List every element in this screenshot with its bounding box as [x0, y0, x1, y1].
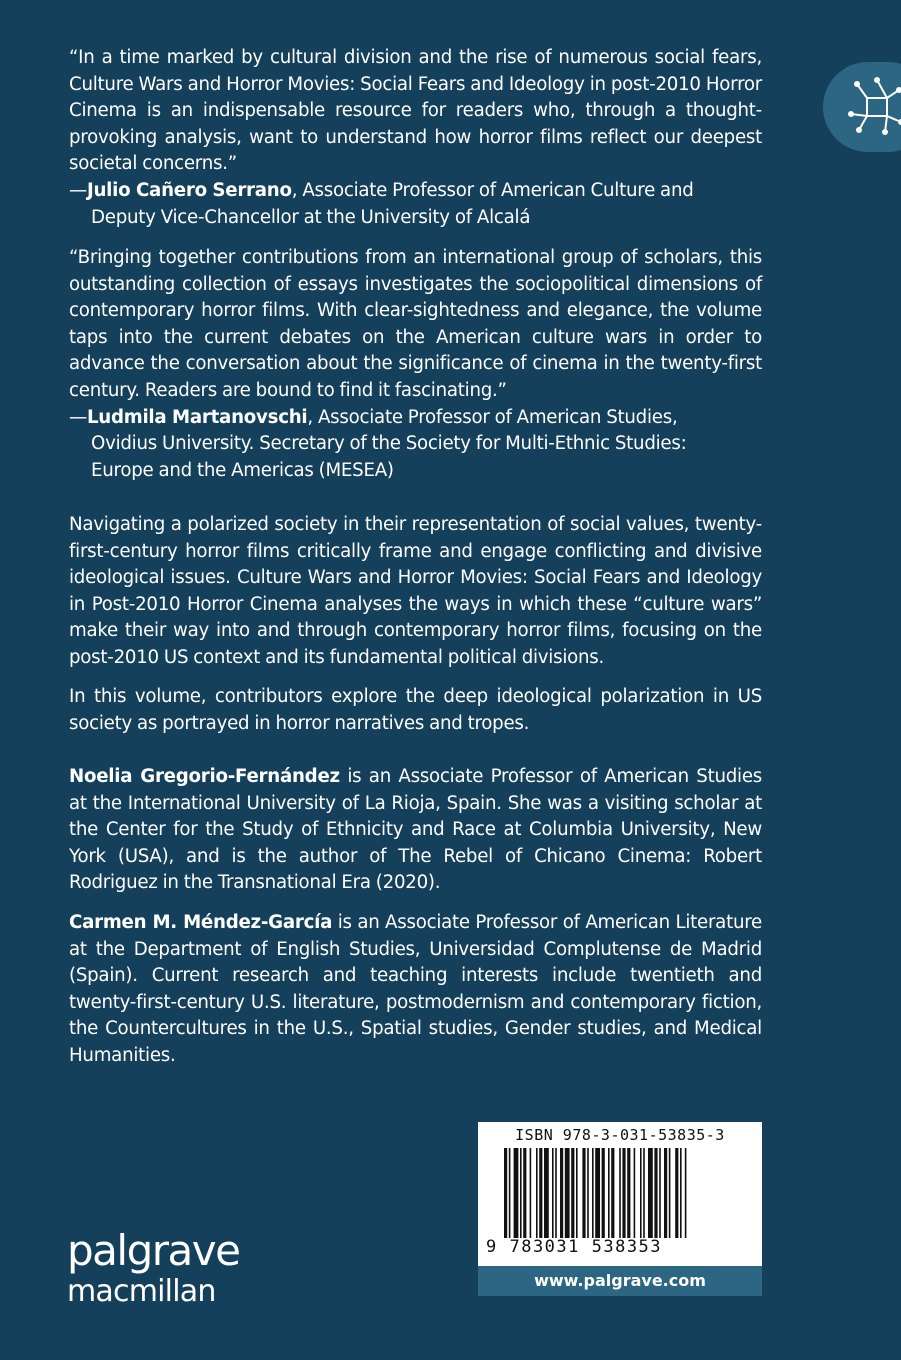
palgrave-emblem [823, 62, 901, 152]
barcode-bar [648, 1148, 653, 1238]
barcode-bar [640, 1148, 642, 1238]
barcode-bar [509, 1148, 511, 1238]
barcode-bar [602, 1148, 605, 1238]
publisher-logo [67, 1226, 240, 1309]
barcode-bar [619, 1148, 621, 1238]
barcode-bar [576, 1148, 578, 1238]
barcode-bar [536, 1148, 538, 1238]
isbn-barcode [478, 1122, 762, 1266]
barcode-bar [571, 1148, 574, 1238]
editor-name: Noelia Gregorio-Fernández [69, 766, 340, 787]
review-quote-1 [69, 45, 762, 231]
barcode-bar [582, 1148, 585, 1238]
publisher-line2: macmillan [67, 1274, 216, 1309]
barcode-bar [560, 1148, 563, 1238]
barcode-bar [669, 1148, 671, 1238]
barcode-bar [592, 1148, 594, 1238]
review-quote-2 [69, 245, 762, 484]
dash: — [69, 406, 87, 428]
quote-text: “Bringing together contributions from an international group of scholars, this outstanding collection of essays investigates the sociopolitical dimensions of contemporary horror films. With clear-sightedness and elegance, the volume taps into the current debates on the American culture wars in order to advance the conversation about the significance of cinema in the twenty-first century. Readers are bound to find it fascinating.” [69, 247, 762, 401]
description-text: In this volume, contributors explore the deep ideological polarization in US society as portrayed in horror narratives and tropes. [69, 686, 762, 734]
barcode-bar [611, 1148, 614, 1238]
quote-role: , Associate Professor of American Culture and [291, 179, 694, 201]
barcode-bar [555, 1148, 557, 1238]
quote-author: Julio Cañero Serrano [86, 179, 292, 201]
barcode-bar [685, 1148, 687, 1238]
barcode-bar [587, 1148, 589, 1238]
quote-role-cont: Ovidius University. Secretary of the Society for Multi-Ethnic Studies: [91, 433, 687, 455]
quote-text: “In a time marked by cultural division and the rise of numerous social fears, Culture Wars and Horror Movies: Social Fears and Ideology in post-2010 Horror Cinema is an indispensable resource for readers who, through a thought-provoking analysis, want to understand how horror films reflect our deepest societal concerns.” [69, 47, 762, 175]
barcode-bar [675, 1148, 678, 1238]
editor-bio-text: is an Associate Professor of American Literature at the Department of English Studies, Universidad Complutense de Madrid (Spain). Current research and teaching interests include twentieth and twenty-first-century U.S. literature, postmodernism and contemporary fiction, the Countercultures in the U.S., Spatial studies, Gender studies, and Medical Humanities. [69, 912, 762, 1066]
description-text: Navigating a polarized society in their representation of social values, twenty-first-century horror films critically frame and engage conflicting and divisive ideological issues. Culture Wars and Horror Movies: Social Fears and Ideology in Post-2010 Horror Cinema analyses the ways in which these “culture wars” make their way into and through contemporary horror films, focusing on the post-2010 US context and its fundamental political divisions. [69, 514, 762, 668]
description-paragraph-2 [69, 684, 762, 737]
barcode-bar [565, 1148, 570, 1238]
palgrave-network-icon [843, 72, 901, 142]
barcode-bar [680, 1148, 682, 1238]
publisher-line1: palgrave [67, 1226, 240, 1275]
barcode-bar [530, 1148, 532, 1238]
quote-attribution [69, 405, 762, 485]
editor-bio-1 [69, 764, 762, 897]
editor-name: Carmen M. Méndez-García [69, 912, 333, 933]
editor-bio-2 [69, 910, 762, 1070]
barcode-bar [504, 1148, 507, 1238]
quote-role-cont: Deputy Vice-Chancellor at the University of Alcalá [91, 206, 531, 228]
barcode-bar [643, 1148, 645, 1238]
website-url: www.palgrave.com [478, 1266, 762, 1296]
barcode-bar [514, 1148, 519, 1238]
isbn-label: ISBN 978-3-031-53835-3 [515, 1126, 725, 1144]
barcode-bar [654, 1148, 657, 1238]
editor-bio-text: is an Associate Professor of American Studies at the International University of La Rioja, Spain. She was a visiting scholar at the Center for the Study of Ethnicity and Race at Columbia University, New York (USA), and is the author of The Rebel of Chicano Cinema: Robert Rodriguez in the Transnational Era (2020). [69, 766, 763, 894]
barcode-digits: 9 783031 538353 [486, 1237, 663, 1257]
dash: — [69, 179, 87, 201]
quote-role: , Associate Professor of American Studies, [307, 406, 678, 428]
barcode-bar [664, 1148, 667, 1238]
quote-author: Ludmila Martanovschi [86, 406, 308, 428]
barcode-bars [504, 1148, 738, 1238]
barcode-bar [608, 1148, 610, 1238]
barcode-bar [544, 1148, 549, 1238]
barcode-bar [552, 1148, 554, 1238]
quote-attribution [69, 178, 762, 231]
barcode-bar [659, 1148, 661, 1238]
barcode-bar [595, 1148, 600, 1238]
quote-role-cont: Europe and the Americas (MESEA) [91, 459, 394, 481]
barcode-bar [539, 1148, 542, 1238]
barcode-bar [622, 1148, 625, 1238]
barcode-bar [627, 1148, 630, 1238]
barcode-bar [634, 1148, 636, 1238]
barcode-bar [523, 1148, 526, 1238]
barcode-bar [520, 1148, 522, 1238]
description-paragraph-1 [69, 512, 762, 672]
